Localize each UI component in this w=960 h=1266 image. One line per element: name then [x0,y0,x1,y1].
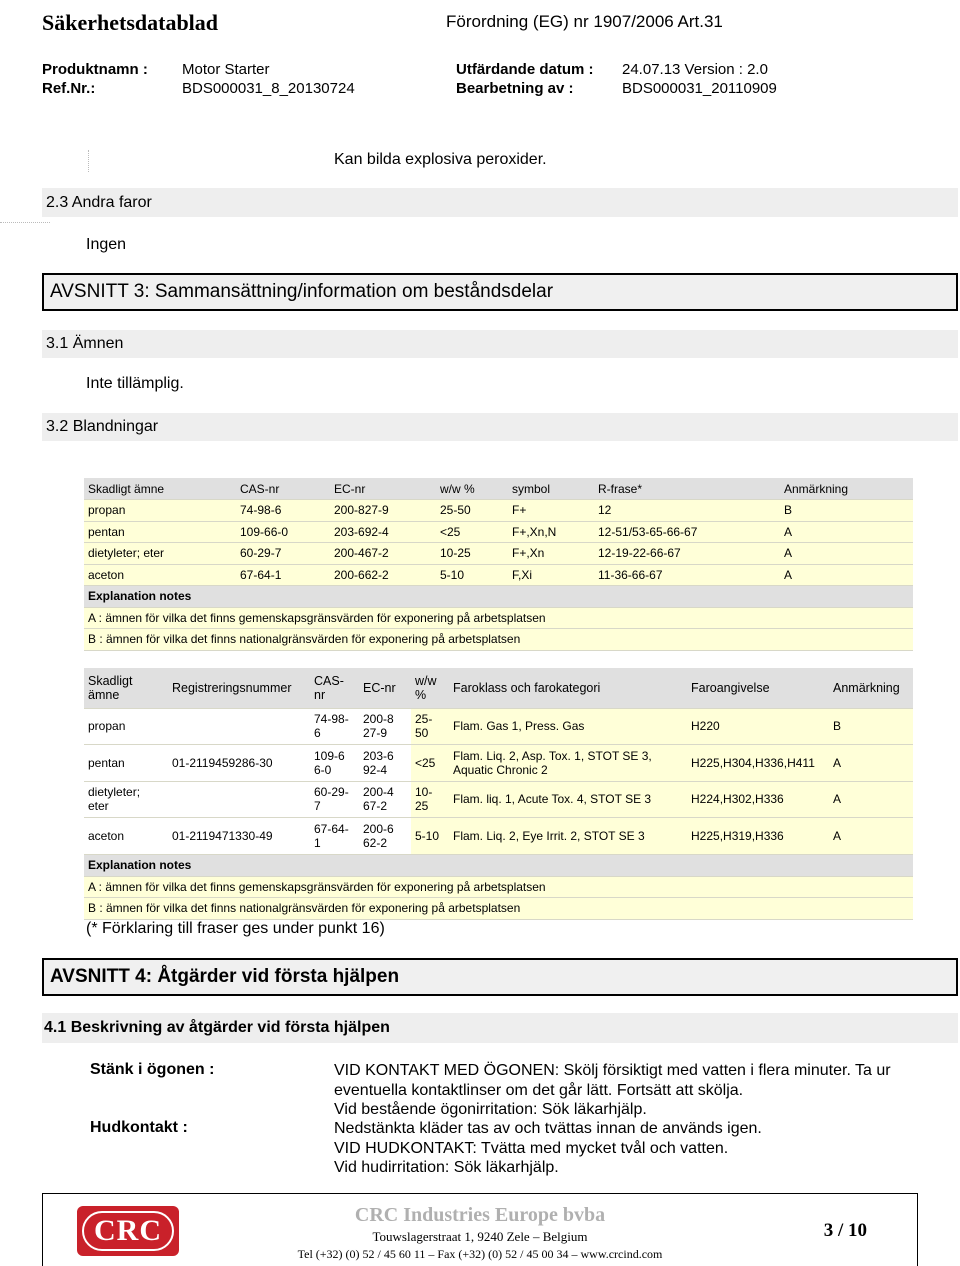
column-header: Anmärkning [829,668,913,708]
company-address: Touwslagerstraat 1, 9240 Zele – Belgium [372,1229,588,1244]
company-contact: Tel (+32) (0) 52 / 45 60 11 – Fax (+32) (0) 52 / 45 00 34 – www.crcind.com [297,1247,663,1261]
page-number: 3 / 10 [823,1220,867,1241]
explanation-note: A : ämnen för vilka det finns gemenskapsgränsvärden för exponering på arbetsplatsen [84,607,913,629]
explanation-note: B : ämnen för vilka det finns nationalgränsvärden för exponering på arbetsplatsen [84,629,913,651]
ref-number-label: Ref.Nr.: [42,80,96,97]
revision-value: BDS000031_20110909 [622,80,777,97]
cell [449,745,687,782]
section-4-header [42,958,958,996]
ref-number-value: BDS000031_8_20130724 [182,80,355,97]
cell: 67-64-1 [236,564,330,586]
cell: 01-2119459286-30 [168,745,310,782]
explanation-notes-header [84,854,913,876]
explanation-note: B : ämnen för vilka det finns nationalgränsvärden för exponering på arbetsplatsen [84,898,913,920]
cell: A [780,564,913,586]
explanation-notes-title: Explanation notes [84,586,913,608]
cell: 11-36-66-67 [594,564,780,586]
column-header: R-frase* [594,478,780,500]
subsection-title-3-2: 3.2 Blandningar [46,418,159,435]
table-row [84,543,913,565]
cell: A [829,781,913,818]
cell: propan [84,708,168,745]
logo-text: CRC [94,1214,162,1247]
product-name-value: Motor Starter [182,61,270,78]
cell-text: 200-467-2 [363,785,394,814]
cell: 25-50 [436,500,508,522]
subsection-title-3-1: 3.1 Ämnen [46,335,124,352]
column-header: Registreringsnummer [168,668,310,708]
issue-date-label: Utfärdande datum : [456,61,594,78]
column-header: w/w % [436,478,508,500]
table-row [84,745,913,782]
cell: 12-51/53-65-66-67 [594,521,780,543]
explanation-notes-header [84,586,913,608]
cell: Flam. Gas 1, Press. Gas [449,708,687,745]
mixtures-table-r-phrases [84,478,913,651]
cell: 109-66-0 [236,521,330,543]
cell: Flam. liq. 1, Acute Tox. 4, STOT SE 3 [449,781,687,818]
cell: Flam. Liq. 2, Eye Irrit. 2, STOT SE 3 [449,818,687,855]
column-header: Faroklass och farokategori [449,668,687,708]
cell: 200-467-2 [330,543,436,565]
column-header: symbol [508,478,594,500]
explanation-note-row [84,629,913,651]
cell [310,745,359,782]
other-hazards-text: Ingen [86,236,127,253]
cell: 10-25 [436,543,508,565]
cell: <25 [436,521,508,543]
cell-text: 60-29-7 [314,785,349,814]
cell: 12 [594,500,780,522]
explanation-notes-title: Explanation notes [84,854,913,876]
cell: 5-10 [411,818,449,855]
cell: 200-827-9 [330,500,436,522]
explanation-note: A : ämnen för vilka det finns gemenskapsgränsvärden för exponering på arbetsplatsen [84,876,913,898]
column-header: Skadligt ämne [84,478,236,500]
company-name: CRC Industries Europe bvba [354,1204,606,1226]
cell: F+,Xn,N [508,521,594,543]
column-header: Faroangivelse [687,668,829,708]
cell: 60-29-7 [236,543,330,565]
cell: H220 [687,708,829,745]
section-4-title: AVSNITT 4: Åtgärder vid första hjälpen [50,966,400,987]
cell [359,745,411,782]
eye-contact-instructions [334,1061,891,1120]
explanation-note-row [84,876,913,898]
product-name-label: Produktnamn : [42,61,148,78]
cell [168,708,310,745]
instruction-line: VID KONTAKT MED ÖGONEN: Skölj försiktigt med vatten i flera minuter. Ta ur [334,1062,891,1079]
substances-text: Inte tillämplig. [86,375,184,392]
skin-contact-label: Hudkontakt : [90,1119,188,1136]
dotted-divider [88,150,94,172]
cell: A [780,521,913,543]
section-3-title: AVSNITT 3: Sammansättning/information om beståndsdelar [50,281,554,302]
skin-contact-instructions [334,1119,762,1178]
regulation-reference: Förordning (EG) nr 1907/2006 Art.31 [446,12,723,31]
cell: 74-98-6 [236,500,330,522]
cell: <25 [411,745,449,782]
cell: 203-692-4 [330,521,436,543]
column-header [310,668,359,708]
revision-label: Bearbetning av : [456,80,574,97]
eye-contact-label: Stänk i ögonen : [90,1061,215,1078]
page-footer [42,1193,918,1266]
cell: propan [84,500,236,522]
cell-text: 200-662-2 [363,821,394,850]
subsection-title-4-1: 4.1 Beskrivning av åtgärder vid första hjälpen [44,1019,390,1036]
cell: 200-662-2 [330,564,436,586]
cell [310,818,359,855]
instruction-line: Nedstänkta kläder tas av och tvättas innan de används igen. [334,1120,762,1137]
subsection-title-2-3: 2.3 Andra faror [46,194,152,211]
column-header [411,668,449,708]
subsection-bar [42,330,958,358]
cell: F+,Xn [508,543,594,565]
column-header: Anmärkning [780,478,913,500]
cell-text: 109-66-0 [314,748,345,777]
cell-text: 200-827-9 [363,712,394,741]
cell: H225,H319,H336 [687,818,829,855]
table-row [84,564,913,586]
table-header-row [84,478,913,500]
column-header: EC-nr [359,668,411,708]
cell: 01-2119471330-49 [168,818,310,855]
r-phrase-footnote: (* Förklaring till fraser ges under punkt 16) [86,920,385,937]
section-3-header [42,273,958,311]
cell-text: dietyleter; eter [88,785,141,814]
table-row [84,781,913,818]
table-header-row [84,668,913,708]
cell [310,708,359,745]
column-header: CAS-nr [236,478,330,500]
cell: A [780,543,913,565]
cell: H224,H302,H336 [687,781,829,818]
column-header-text: w/w % [415,673,437,702]
cell [359,708,411,745]
table-row [84,818,913,855]
document-title: Säkerhetsdatablad [42,10,219,35]
cell: H225,H304,H336,H411 [687,745,829,782]
cell: A [829,745,913,782]
cell: F+ [508,500,594,522]
cell: pentan [84,745,168,782]
cell-text: Flam. Liq. 2, Asp. Tox. 1, STOT SE 3, Aquatic Chronic 2 [453,748,652,777]
dotted-divider [0,217,50,223]
table-row [84,521,913,543]
cell: A [829,818,913,855]
instruction-line: VID HUDKONTAKT: Tvätta med mycket tvål och vatten. [334,1139,729,1157]
cell: 5-10 [436,564,508,586]
column-header [84,668,168,708]
instruction-line: Vid bestående ögonirritation: Sök läkarhjälp. [334,1101,647,1118]
cell: 10-25 [411,781,449,818]
column-header-text: CAS-nr [314,673,344,702]
column-header: EC-nr [330,478,436,500]
cell-text: 67-64-1 [314,821,349,850]
cell: 25-50 [411,708,449,745]
cell: B [829,708,913,745]
instruction-line: Vid hudirritation: Sök läkarhjälp. [334,1159,559,1176]
subsection-bar [42,188,958,217]
cell [359,781,411,818]
explanation-note-row [84,607,913,629]
cell [359,818,411,855]
table-row [84,500,913,522]
cell: pentan [84,521,236,543]
table-row [84,708,913,745]
explanation-note-row [84,898,913,920]
cell [84,781,168,818]
cell-text: 203-692-4 [363,748,394,777]
cell [168,781,310,818]
cell-text: 74-98-6 [314,712,349,741]
cell [310,781,359,818]
cell: aceton [84,818,168,855]
instruction-line: eventuella kontaktlinser om det går lätt. Fortsätt att skölja. [334,1081,744,1099]
cell: B [780,500,913,522]
mixtures-table-clp [84,668,913,920]
cell: 12-19-22-66-67 [594,543,780,565]
peroxide-warning: Kan bilda explosiva peroxider. [334,151,547,168]
cell: aceton [84,564,236,586]
issue-date-value: 24.07.13 Version : 2.0 [622,61,768,78]
subsection-bar [42,413,958,441]
cell: dietyleter; eter [84,543,236,565]
column-header-text: Skadligt ämne [88,673,133,702]
cell: F,Xi [508,564,594,586]
